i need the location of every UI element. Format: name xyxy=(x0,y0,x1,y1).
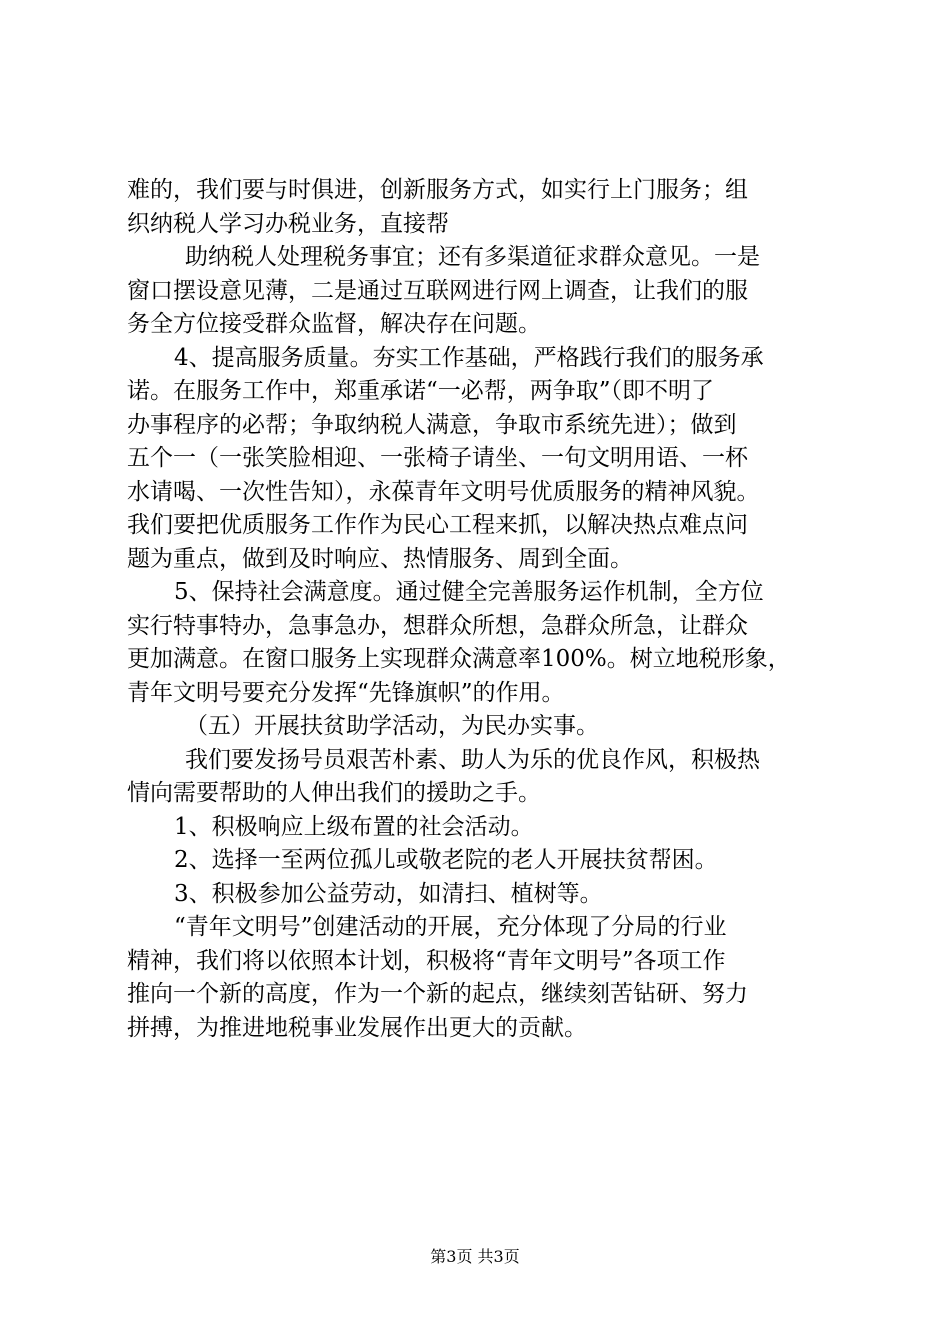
page-number: 第3页 共3页 xyxy=(430,1247,520,1266)
text-line: 更加满意。在窗口服务上实现群众满意率100%。树立地税形象， xyxy=(127,646,791,672)
text-line: 难的，我们要与时俱进，创新服务方式，如实行上门服务；组 xyxy=(127,177,748,203)
text-line: “青年文明号”创建活动的开展，充分体现了分局的行业 xyxy=(174,914,727,940)
text-line: 办事程序的必帮；争取纳税人满意，争取市系统先进）；做到 xyxy=(127,411,737,438)
text-line: 助纳税人处理税务事宜；还有多渠道征求群众意见。一是 xyxy=(185,244,760,270)
list-item: 2、选择一至两位孤儿或敬老院的老人开展扶贫帮困。 xyxy=(174,847,718,873)
text-line: 我们要发扬号员艰苦朴素、助人为乐的优良作风，积极热 xyxy=(185,746,760,773)
text-line: 推向一个新的高度，作为一个新的起点，继续刻苦钻研、努力 xyxy=(127,981,748,1007)
list-item: 3、积极参加公益劳动，如清扫、植树等。 xyxy=(174,880,603,907)
text-line: 青年文明号要充分发挥“先锋旗帜”的作用。 xyxy=(127,679,565,706)
text-line: 实行特事特办，急事急办，想群众所想，急群众所急，让群众 xyxy=(127,612,748,639)
text-line: 精神，我们将以依照本计划，积极将“青年文明号”各项工作 xyxy=(127,947,726,974)
text-line: 5、保持社会满意度。通过健全完善服务运作机制，全方位 xyxy=(174,579,764,605)
list-item: 1、积极响应上级布置的社会活动。 xyxy=(174,813,534,840)
text-line: 题为重点，做到及时响应、热情服务、周到全面。 xyxy=(127,545,633,572)
text-line: 五个一（一张笑脸相迎、一张椅子请坐、一句文明用语、一杯 xyxy=(127,445,748,471)
section-heading: （五）开展扶贫助学活动，为民办实事。 xyxy=(185,713,599,739)
text-line: 水请喝、一次性告知），永葆青年文明号优质服务的精神风貌。 xyxy=(127,478,760,505)
text-line: 情向需要帮助的人伸出我们的援助之手。 xyxy=(127,780,541,806)
text-line: 务全方位接受群众监督，解决存在问题。 xyxy=(127,311,541,337)
page-footer xyxy=(0,1244,950,1267)
text-line: 织纳税人学习办税业务，直接帮 xyxy=(127,210,449,237)
text-line: 拼搏，为推进地税事业发展作出更大的贡献。 xyxy=(127,1014,587,1041)
text-line: 诺。在服务工作中，郑重承诺“一必帮，两争取”（即不明了 xyxy=(127,378,715,404)
text-line: 窗口摆设意见薄，二是通过互联网进行网上调查，让我们的服 xyxy=(127,277,748,304)
document-body xyxy=(127,174,832,1045)
text-line: 4、提高服务质量。夯实工作基础，严格践行我们的服务承 xyxy=(174,344,764,371)
text-line: 我们要把优质服务工作作为民心工程来抓，以解决热点难点问 xyxy=(127,512,748,538)
